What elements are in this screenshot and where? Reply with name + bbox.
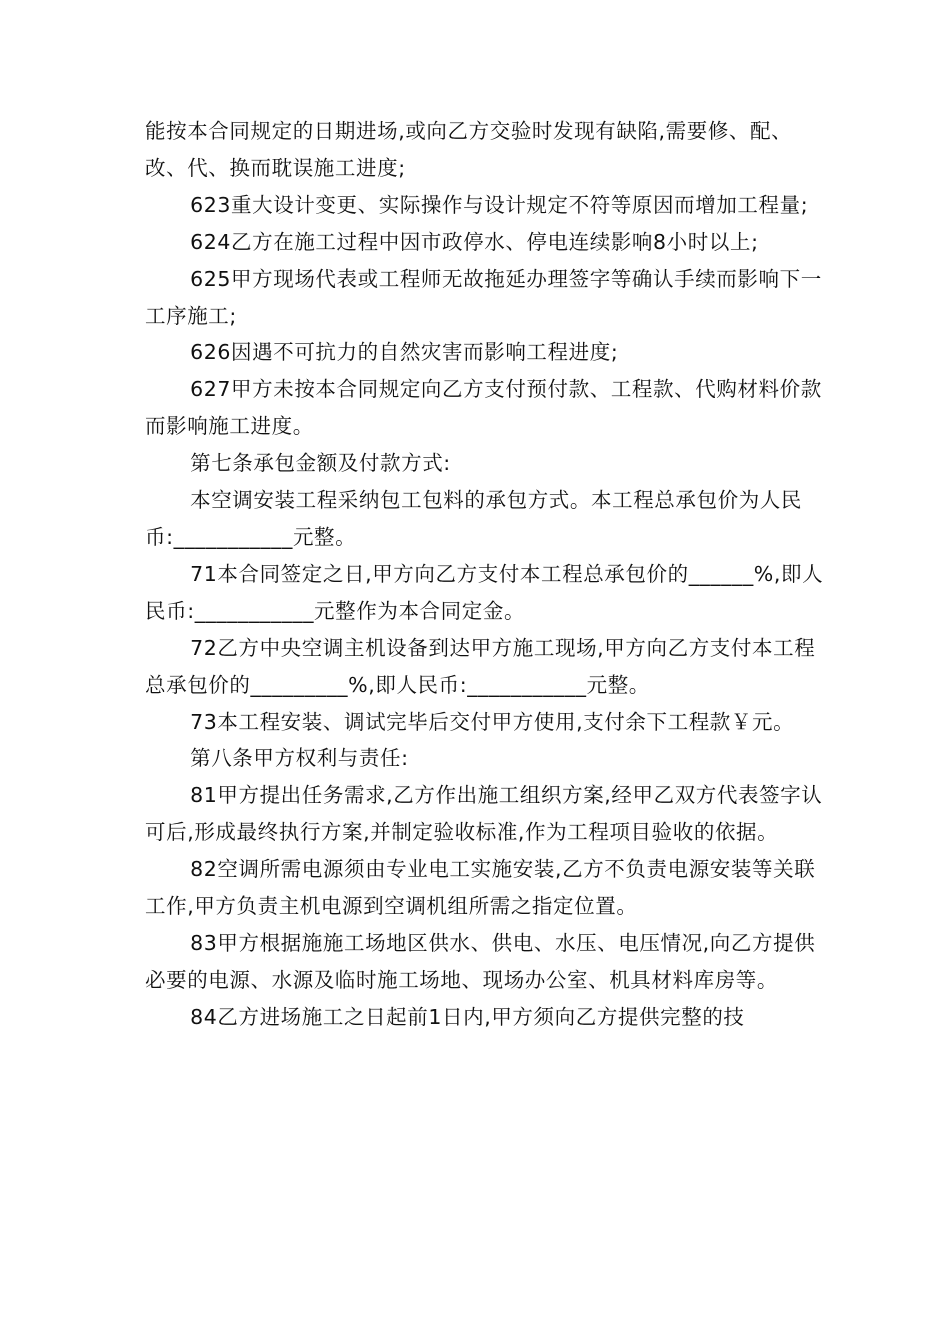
section-heading-article-8: 第八条甲方权利与责任: (190, 746, 409, 771)
document-page (145, 113, 825, 1036)
paragraph-84: 84乙方进场施工之日起前1日内,甲方须向乙方提供完整的技 (190, 1004, 745, 1029)
paragraph-624: 624乙方在施工过程中因市政停水、停电连续影响8小时以上; (190, 229, 759, 254)
paragraph-73: 73本工程安装、调试完毕后交付甲方使用,支付余下工程款￥元。 (190, 709, 795, 734)
paragraph-82: 82空调所需电源须由专业电工实施安装,乙方不负责电源安装等关联工作,甲方负责主机电源到空调机组所需之指定位置。 (145, 857, 816, 919)
paragraph-626: 626因遇不可抗力的自然灾害而影响工程进度; (190, 340, 619, 365)
paragraph-contract-price: 本空调安装工程采纳包工包料的承包方式。本工程总承包价为人民币:___________元整。 (145, 488, 802, 549)
paragraph-81: 81甲方提出任务需求,乙方作出施工组织方案,经甲乙双方代表签字认可后,形成最终执行方案,并制定验收标准,作为工程项目验收的依据。 (145, 783, 823, 845)
paragraph-627: 627甲方未按本合同规定向乙方支付预付款、工程款、代购材料价款而影响施工进度。 (145, 377, 822, 439)
paragraph-continuation: 能按本合同规定的日期进场,或向乙方交验时发现有缺陷,需要修、配、改、代、换而耽误施工进度; (145, 119, 793, 180)
section-heading-article-7: 第七条承包金额及付款方式: (190, 451, 451, 476)
paragraph-623: 623重大设计变更、实际操作与设计规定不符等原因而增加工程量; (190, 192, 809, 217)
paragraph-72: 72乙方中央空调主机设备到达甲方施工现场,甲方向乙方支付本工程总承包价的_________%,即人民币:___________元整。 (145, 635, 816, 697)
paragraph-625: 625甲方现场代表或工程师无故拖延办理签字等确认手续而影响下一工序施工; (145, 266, 822, 328)
paragraph-71: 71本合同签定之日,甲方向乙方支付本工程总承包价的______%,即人民币:___________元整作为本合同定金。 (145, 561, 824, 623)
paragraph-83: 83甲方根据施施工场地区供水、供电、水压、电压情况,向乙方提供必要的电源、水源及临时施工场地、现场办公室、机具材料库房等。 (145, 930, 816, 992)
